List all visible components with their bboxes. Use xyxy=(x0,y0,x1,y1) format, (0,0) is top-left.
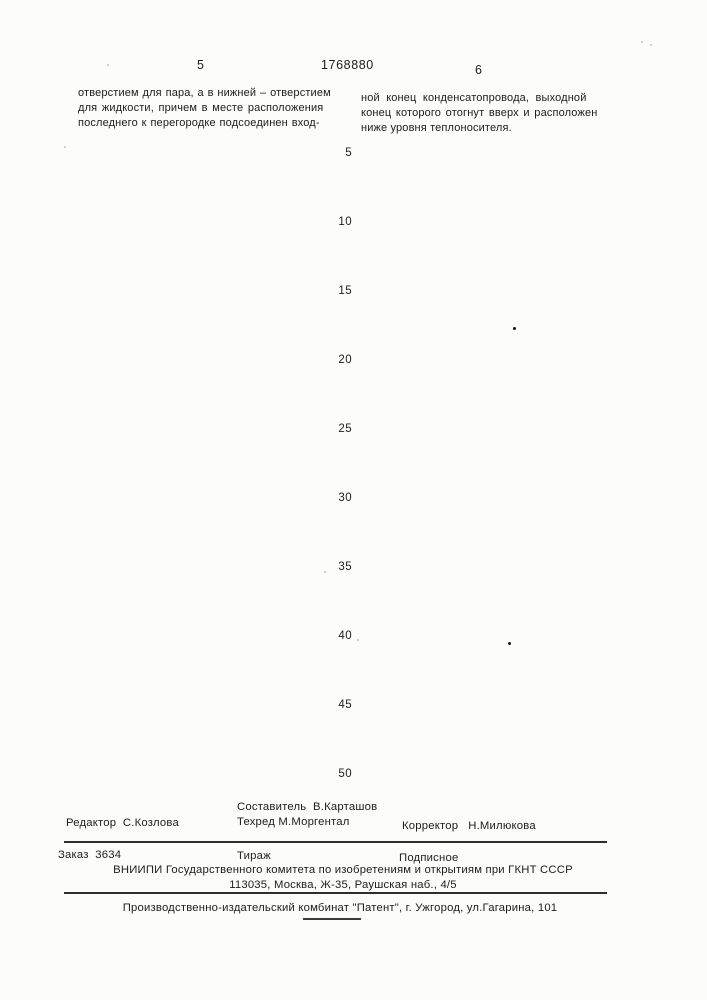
claim-text-left-column xyxy=(78,86,338,131)
vniipi-address-line: 113035, Москва, Ж-35, Раушская наб., 4/5 xyxy=(229,879,457,891)
techred-credit: Техред М.Моргентал xyxy=(237,816,350,828)
scan-speck xyxy=(641,41,643,43)
publisher-line: Производственно-издательский комбинат "Патент", г. Ужгород, ул.Гагарина, 101 xyxy=(122,902,558,914)
claim-line: для жидкости, причем в месте расположения xyxy=(78,102,324,114)
line-number: 15 xyxy=(338,285,352,297)
scan-speck xyxy=(324,571,326,573)
line-number: 35 xyxy=(338,561,352,573)
line-number: 30 xyxy=(338,492,352,504)
page-number-left: 5 xyxy=(197,58,205,72)
scan-speck xyxy=(513,327,516,330)
claim-line: отверстием для пара, а в нижней – отверстием xyxy=(78,87,331,99)
compiler-credit: Составитель В.Карташов xyxy=(237,801,378,813)
order-number: Заказ 3634 xyxy=(58,849,122,861)
claim-line: ниже уровня теплоносителя. xyxy=(361,122,512,134)
corrector-credit: Корректор Н.Милюкова xyxy=(402,820,536,832)
stray-underline-mark xyxy=(303,918,361,920)
claim-line: конец которого отогнут вверх и расположен xyxy=(361,107,598,119)
scan-speck xyxy=(650,44,652,46)
scan-speck xyxy=(64,146,66,148)
divider-rule-top xyxy=(64,841,607,843)
line-number: 10 xyxy=(338,216,352,228)
claim-text-right-column xyxy=(361,91,625,136)
scan-speck xyxy=(357,639,359,641)
line-number: 45 xyxy=(338,699,352,711)
line-number: 50 xyxy=(338,768,352,780)
claim-line: ной конец конденсатопровода, выходной xyxy=(361,92,587,104)
claim-line: последнего к перегородке подсоединен вход- xyxy=(78,117,320,129)
line-number: 20 xyxy=(338,354,352,366)
page-number-right: 6 xyxy=(475,63,483,77)
patent-number: 1768880 xyxy=(321,58,374,72)
vniipi-organization-line: ВНИИПИ Государственного комитета по изобретениям и открытиям при ГКНТ СССР xyxy=(113,864,573,876)
subscription-label: Подписное xyxy=(399,852,459,864)
scan-speck xyxy=(107,64,109,66)
editor-credit: Редактор С.Козлова xyxy=(66,817,179,829)
scan-speck xyxy=(508,642,511,645)
line-number: 5 xyxy=(345,147,352,159)
divider-rule-bottom xyxy=(64,892,607,894)
line-number: 40 xyxy=(338,630,352,642)
line-number: 25 xyxy=(338,423,352,435)
print-run-label: Тираж xyxy=(237,850,271,862)
